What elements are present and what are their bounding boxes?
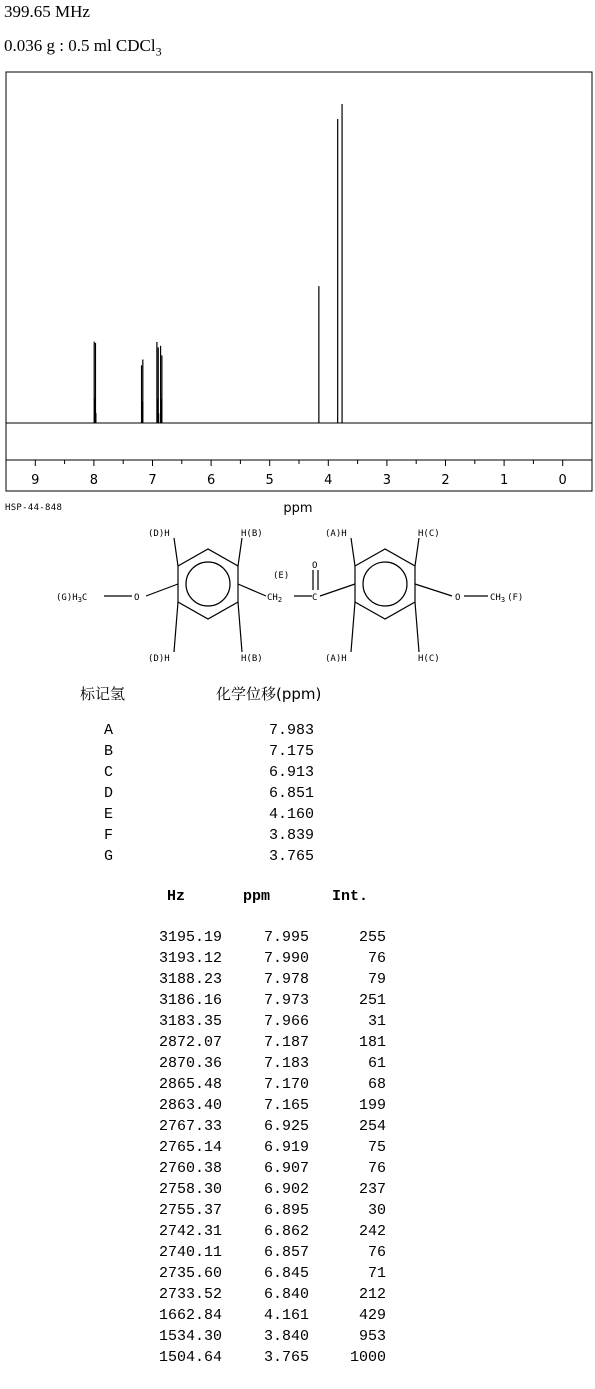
x-tick-label: 4 — [324, 473, 333, 488]
label-b-bottom: H(B) — [241, 654, 263, 664]
col-label-shift: 化学位移(ppm) — [216, 685, 322, 703]
peak-int: 61 — [367, 1055, 386, 1072]
peak-int: 76 — [367, 950, 386, 967]
left-benzene-ring — [178, 549, 238, 619]
peak-ppm: 6.925 — [263, 1118, 309, 1135]
peak-ppm: 6.919 — [263, 1139, 309, 1156]
peak-ppm: 7.973 — [263, 992, 309, 1009]
tick-group — [31, 460, 567, 488]
shift-value: 3.765 — [268, 848, 314, 865]
col-header-hz: Hz — [167, 888, 186, 905]
x-axis-label: ppm — [283, 501, 313, 516]
peak-int: 31 — [367, 1013, 386, 1030]
peak-hz: 3188.23 — [158, 971, 222, 988]
label-carbonyl-c: C — [312, 593, 318, 603]
peak-int: 76 — [367, 1244, 386, 1261]
peak-ppm: 7.966 — [263, 1013, 309, 1030]
peak-ppm: 3.840 — [263, 1328, 309, 1345]
label-c-top: H(C) — [418, 529, 440, 539]
label-right-oxygen: O — [455, 593, 461, 603]
peak-hz: 2758.30 — [158, 1181, 222, 1198]
peak-int: 75 — [367, 1139, 386, 1156]
peak-hz: 1534.30 — [158, 1328, 222, 1345]
label-a-top: (A)H — [325, 529, 347, 539]
peak-int: 212 — [358, 1286, 386, 1303]
shift-label: A — [104, 722, 114, 739]
shift-label: C — [104, 764, 114, 781]
peak-ppm: 6.862 — [263, 1223, 309, 1240]
peak-ppm: 3.765 — [263, 1349, 309, 1366]
peak-ppm: 6.907 — [263, 1160, 309, 1177]
structure-bonds — [104, 538, 488, 652]
peak-hz: 2765.14 — [158, 1139, 222, 1156]
peak-int: 237 — [358, 1181, 386, 1198]
peak-int: 30 — [367, 1202, 386, 1219]
peak-ppm: 6.895 — [263, 1202, 309, 1219]
peak-int: 181 — [358, 1034, 386, 1051]
plot-frame — [6, 72, 592, 491]
shift-value: 4.160 — [268, 806, 314, 823]
x-tick-label: 5 — [265, 473, 274, 488]
label-g-methyl: $(G)H_3C$ — [56, 593, 88, 604]
x-tick-label: 1 — [499, 473, 509, 488]
x-tick-label: 0 — [558, 473, 567, 488]
shift-value: 6.913 — [268, 764, 314, 781]
peak-hz: 3195.19 — [158, 929, 222, 946]
label-d-top: (D)H — [148, 529, 170, 539]
peak-hz: 3186.16 — [158, 992, 222, 1009]
shift-label: F — [104, 827, 114, 844]
peak-int: 953 — [358, 1328, 386, 1345]
shift-label: G — [104, 848, 114, 865]
peak-int: 242 — [358, 1223, 386, 1240]
peak-hz: 2872.07 — [158, 1034, 222, 1051]
peak-ppm: 7.187 — [263, 1034, 309, 1051]
label-a-bottom: (A)H — [325, 654, 347, 664]
peak-hz: 2767.33 — [158, 1118, 222, 1135]
peak-int: 251 — [358, 992, 386, 1009]
x-tick-label: 9 — [31, 473, 40, 488]
sample-label — [4, 36, 162, 59]
shift-value: 3.839 — [268, 827, 314, 844]
peak-ppm: 7.170 — [263, 1076, 309, 1093]
peak-int: 254 — [358, 1118, 386, 1135]
peak-hz: 2870.36 — [158, 1055, 222, 1072]
peak-hz: 1662.84 — [158, 1307, 222, 1324]
peak-int: 76 — [367, 1160, 386, 1177]
peak-int: 1000 — [349, 1349, 386, 1366]
label-left-oxygen: O — [134, 593, 140, 603]
peak-hz: 3193.12 — [158, 950, 222, 967]
label-e: (E) — [273, 571, 290, 581]
peak-int: 79 — [367, 971, 386, 988]
peak-ppm: 6.902 — [263, 1181, 309, 1198]
x-tick-label: 7 — [148, 473, 157, 488]
shift-label: E — [104, 806, 114, 823]
shift-label: D — [104, 785, 114, 802]
col-label-hydrogen: 标记氢 — [80, 685, 126, 703]
shift-value: 7.983 — [268, 722, 314, 739]
sample-text: 0.036 g : 0.5 ml CDCl — [4, 36, 156, 55]
peak-hz: 1504.64 — [158, 1349, 222, 1366]
peak-int: 71 — [367, 1265, 386, 1282]
peak-int: 429 — [358, 1307, 386, 1324]
peak-hz: 2735.60 — [158, 1265, 222, 1282]
peak-hz: 2863.40 — [158, 1097, 222, 1114]
peak-ppm: 7.978 — [263, 971, 309, 988]
peak-ppm: 6.845 — [263, 1265, 309, 1282]
peak-ppm: 6.840 — [263, 1286, 309, 1303]
peak-hz: 2742.31 — [158, 1223, 222, 1240]
peak-hz: 3183.35 — [158, 1013, 222, 1030]
label-f-methyl: $CH_3$ (F) — [490, 593, 524, 604]
right-benzene-ring — [355, 549, 415, 619]
peak-group — [94, 104, 342, 423]
spectrum-id: HSP-44-848 — [5, 503, 63, 513]
label-carbonyl-o: O — [312, 561, 318, 571]
x-tick-label: 8 — [89, 473, 99, 488]
label-ch2: $CH_2$ — [267, 593, 283, 604]
peak-ppm: 6.857 — [263, 1244, 309, 1261]
peak-ppm: 7.995 — [263, 929, 309, 946]
peak-ppm: 4.161 — [263, 1307, 309, 1324]
chemical-structure — [0, 520, 595, 670]
peak-ppm: 7.990 — [263, 950, 309, 967]
sample-subscript: 3 — [155, 44, 162, 59]
peak-int: 199 — [358, 1097, 386, 1114]
label-c-bottom: H(C) — [418, 654, 440, 664]
col-header-int: Int. — [332, 888, 369, 905]
peak-hz: 2760.38 — [158, 1160, 222, 1177]
peak-int: 68 — [367, 1076, 386, 1093]
shift-label: B — [104, 743, 114, 760]
x-tick-label: 3 — [382, 473, 392, 488]
peak-int: 255 — [358, 929, 386, 946]
peak-hz: 2740.11 — [158, 1244, 222, 1261]
x-tick-label: 6 — [206, 473, 216, 488]
nmr-spectrum-chart — [0, 70, 595, 520]
frequency-label: 399.65 MHz — [4, 2, 90, 21]
peak-ppm: 7.165 — [263, 1097, 309, 1114]
peak-hz: 2755.37 — [158, 1202, 222, 1219]
label-b-top: H(B) — [241, 529, 263, 539]
shift-value: 6.851 — [268, 785, 314, 802]
label-d-bottom: (D)H — [148, 654, 170, 664]
peak-ppm: 7.183 — [263, 1055, 309, 1072]
col-header-ppm: ppm — [243, 888, 271, 905]
shift-value: 7.175 — [268, 743, 314, 760]
peak-hz: 2865.48 — [158, 1076, 222, 1093]
x-tick-label: 2 — [441, 473, 450, 488]
peak-hz: 2733.52 — [158, 1286, 222, 1303]
